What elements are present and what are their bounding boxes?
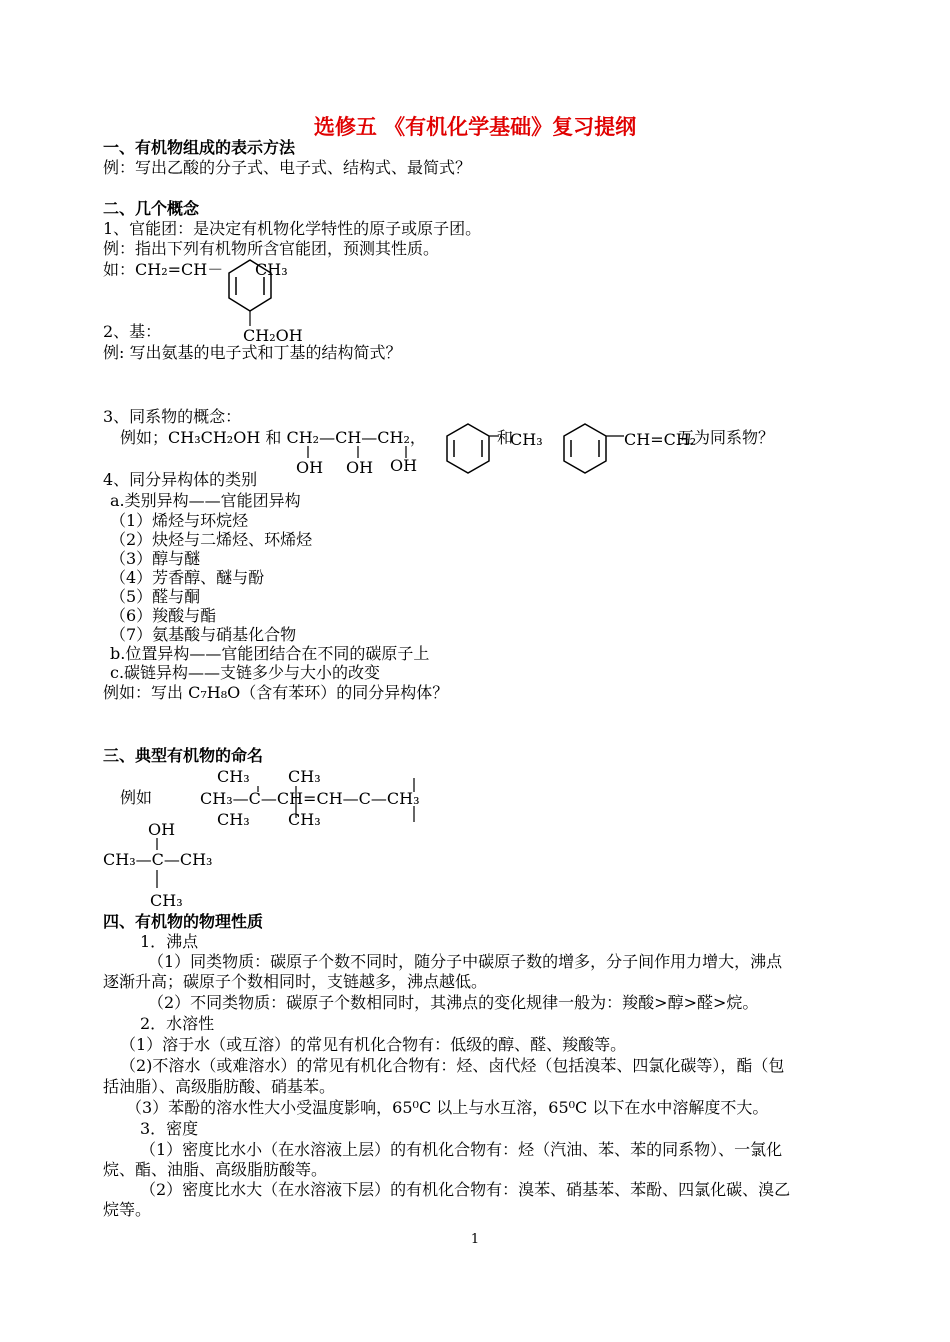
- concept-radical: 2、基：: [103, 322, 162, 341]
- page-number: 1: [470, 1232, 480, 1247]
- section-2-heading: 二、几个概念: [103, 199, 200, 218]
- methyl-top-2: CH₃: [288, 767, 321, 786]
- alcohol-chain: CH₃—C—CH₃: [103, 850, 213, 869]
- solubility-heading: 2．水溶性: [140, 1014, 215, 1033]
- solubility-p3: （3）苯酚的溶水性大小受温度影响，65⁰C 以上与水互溶，65⁰C 以下在水中溶解度不大。: [126, 1098, 769, 1117]
- isomer-item: （3）醇与醚: [110, 549, 201, 568]
- document-title: 选修五 《有机化学基础》复习提纲: [313, 114, 637, 139]
- section-1-heading: 一、有机物组成的表示方法: [103, 138, 296, 157]
- density-p1: （1）密度比水小（在水溶液上层）的有机化合物有：烃（汽油、苯、苯的同系物）、一氯化: [140, 1140, 783, 1159]
- hydroxyl-2: OH: [346, 458, 374, 477]
- isomer-types: 4、同分异构体的类别: [103, 470, 258, 489]
- solubility-p2: （2)不溶水（或难溶水）的常见有机化合物有：烃、卤代烃（包括溴苯、四氯化碳等），酯（包: [120, 1056, 785, 1075]
- density-p1-cont: 烷、酯、油脂、高级脂肪酸等。: [103, 1160, 328, 1179]
- isomer-item: （7）氨基酸与硝基化合物: [110, 625, 297, 644]
- solubility-p2-cont: 括油脂）、高级脂肪酸、硝基苯。: [103, 1077, 336, 1096]
- structure-prefix: 如：CH₂=CH－: [103, 260, 224, 279]
- boiling-point-p1-cont: 逐渐升高；碳原子个数相同时，支链越多，沸点越低。: [103, 972, 488, 991]
- isomer-item: （5）醛与酮: [110, 587, 201, 606]
- concept-functional-group-example: 例：指出下列有机物所含官能团，预测其性质。: [103, 239, 440, 258]
- styrene-vinyl: CH=CH₂: [624, 430, 697, 449]
- concept-homolog: 3、同系物的概念：: [103, 407, 242, 426]
- methyl-bottom-2: CH₃: [288, 810, 321, 829]
- solubility-p1: （1）溶于水（或互溶）的常见有机化合物有：低级的醇、醛、羧酸等。: [120, 1035, 627, 1054]
- hydroxyl-3: OH: [390, 456, 418, 475]
- structure-ch3: CH₃: [255, 260, 288, 279]
- name-example-main-chain: CH₃—C—CH=CH—C—CH₃: [200, 789, 420, 808]
- concept-radical-example: 例: 写出氨基的电子式和丁基的结构简式？: [103, 343, 402, 362]
- alcohol-oh: OH: [148, 820, 176, 839]
- boiling-point-p1: （1）同类物质：碳原子个数不同时，随分子中碳原子数的增多，分子间作用力增大，沸点: [148, 952, 783, 971]
- structure-ch2oh: CH₂OH: [243, 326, 303, 345]
- isomer-type-b: b.位置异构——官能团结合在不同的碳原子上: [110, 644, 430, 663]
- isomer-example: 例如：写出 C₇H₈O（含有苯环）的同分异构体？: [103, 683, 449, 702]
- section-1-example: 例：写出乙酸的分子式、电子式、结构式、最简式？: [103, 158, 472, 177]
- and-text: 和: [497, 428, 514, 447]
- isomer-item: （4）芳香醇、醚与酚: [110, 568, 265, 587]
- homolog-example: 例如；CH₃CH₂OH 和 CH₂—CH—CH₂，: [120, 428, 426, 447]
- methyl-bottom-1: CH₃: [217, 810, 250, 829]
- concept-functional-group: 1、官能团：是决定有机物化学特性的原子或原子团。: [103, 219, 482, 238]
- isomer-type-a: a.类别异构——官能团异构: [110, 491, 301, 510]
- styrene-ring: [560, 422, 630, 482]
- boiling-point-p2: （2）不同类物质：碳原子个数相同时，其沸点的变化规律一般为：羧酸>醇>醛>烷。: [148, 993, 759, 1012]
- benzene-ring-structure: [222, 258, 278, 328]
- density-heading: 3．密度: [140, 1119, 199, 1138]
- isomer-item: （6）羧酸与酯: [110, 606, 217, 625]
- name-example-label: 例如: [120, 788, 153, 807]
- section-3-heading: 三、典型有机物的命名: [103, 746, 264, 765]
- toluene-ch3: CH₃: [510, 430, 543, 449]
- isomer-type-c: c.碳链异构——支链多少与大小的改变: [110, 663, 381, 682]
- homolog-question: 互为同系物？: [678, 428, 775, 447]
- density-p2: （2）密度比水大（在水溶液下层）的有机化合物有：溴苯、硝基苯、苯酚、四氯化碳、溴乙: [140, 1180, 791, 1199]
- isomer-item: （1）烯烃与环烷烃: [110, 511, 249, 530]
- density-p2-cont: 烷等。: [103, 1200, 152, 1219]
- hydroxyl-1: OH: [296, 458, 324, 477]
- section-4-heading: 四、有机物的物理性质: [103, 912, 264, 931]
- boiling-point-heading: 1．沸点: [140, 932, 199, 951]
- isomer-item: （2）炔烃与二烯烃、环烯烃: [110, 530, 313, 549]
- alcohol-methyl: CH₃: [150, 891, 183, 910]
- methyl-top-1: CH₃: [217, 767, 250, 786]
- toluene-ring: [443, 422, 503, 482]
